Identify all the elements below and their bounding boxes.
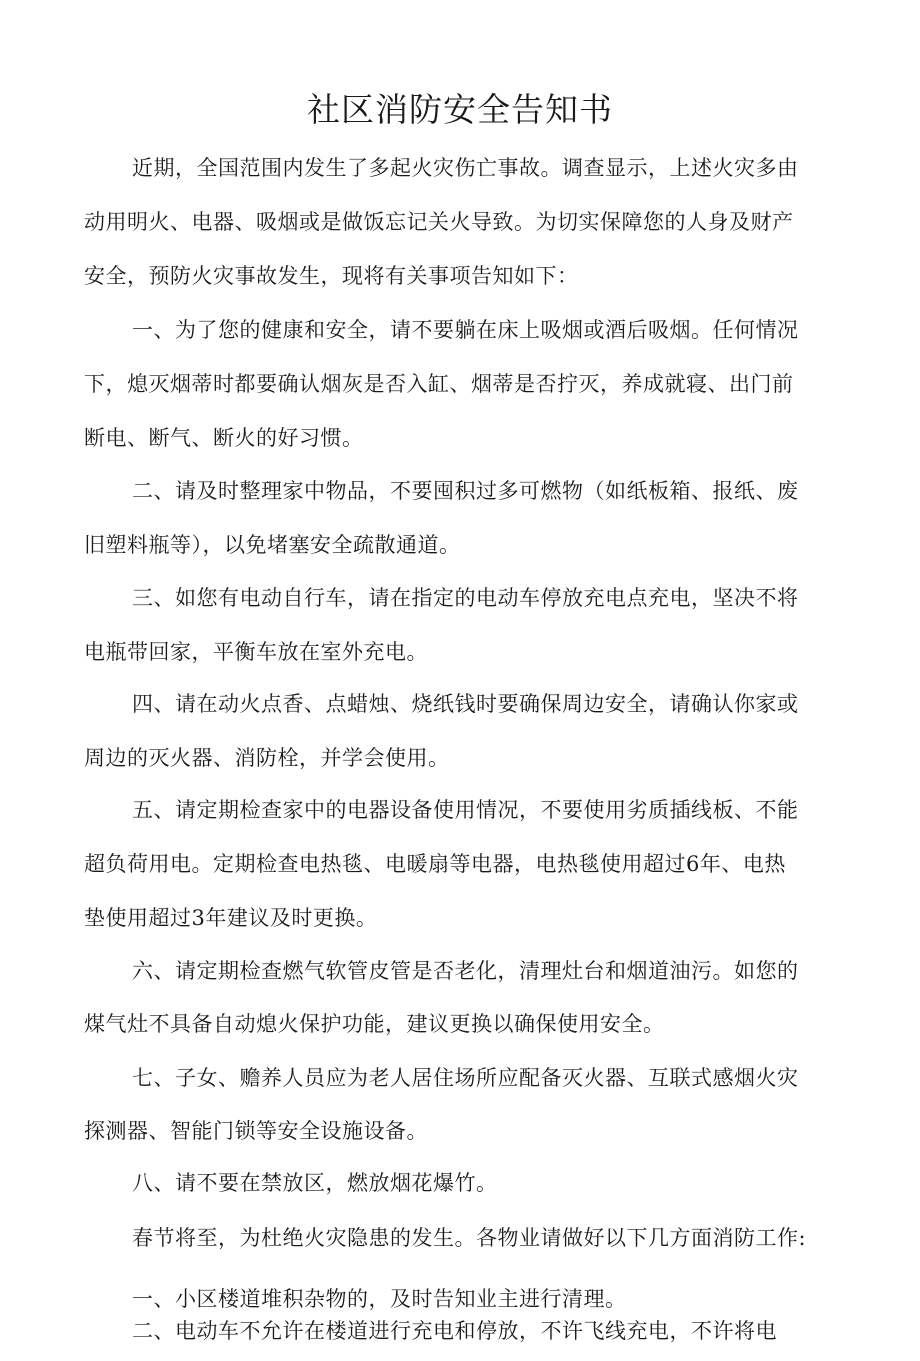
notice-item-line: 超负荷用电。定期检查电热毯、电暖扇等电器，电热毯使用超过6年、电热 [84, 852, 786, 876]
intro-line: 安全，预防火灾事故发生，现将有关事项告知如下： [84, 264, 579, 288]
notice-item-line: 八、请不要在禁放区，燃放烟花爆竹。 [132, 1171, 498, 1195]
notice-item-line: 垫使用超过3年建议及时更换。 [84, 906, 378, 930]
notice-item-line: 周边的灭火器、消防栓，并学会使用。 [84, 746, 450, 770]
notice-item-line: 电瓶带回家，平衡车放在室外充电。 [84, 640, 428, 664]
property-item-line: 一、小区楼道堆积杂物的，及时告知业主进行清理。 [132, 1287, 627, 1311]
intro-line: 近期，全国范围内发生了多起火灾伤亡事故。调查显示，上述火灾多由 [132, 156, 799, 180]
notice-item-line: 煤气灶不具备自动熄火保护功能，建议更换以确保使用安全。 [84, 1012, 665, 1036]
notice-item-line: 旧塑料瓶等），以免堵塞安全疏散通道。 [84, 533, 461, 557]
notice-item-line: 下，熄灭烟蒂时都要确认烟灰是否入缸、烟蒂是否拧灭，养成就寝、出门前 [84, 372, 794, 396]
document-title: 社区消防安全告知书 [307, 90, 613, 129]
notice-item-line: 四、请在动火点香、点蜡烛、烧纸钱时要确保周边安全，请确认你家或 [132, 692, 799, 716]
notice-item-line: 探测器、智能门锁等安全设施设备。 [84, 1119, 428, 1143]
notice-item-line: 七、子女、赡养人员应为老人居住场所应配备灭火器、互联式感烟火灾 [132, 1066, 799, 1090]
spring-festival-notice: 春节将至，为杜绝火灾隐患的发生。各物业请做好以下几方面消防工作: [132, 1226, 807, 1250]
notice-item-line: 二、请及时整理家中物品，不要囤积过多可燃物（如纸板箱、报纸、废 [132, 479, 799, 503]
notice-item-line: 六、请定期检查燃气软管皮管是否老化，清理灶台和烟道油污。如您的 [132, 959, 799, 983]
notice-item-line: 断电、断气、断火的好习惯。 [84, 426, 364, 450]
notice-item-line: 五、请定期检查家中的电器设备使用情况，不要使用劣质插线板、不能 [132, 798, 799, 822]
notice-item-line: 一、为了您的健康和安全，请不要躺在床上吸烟或酒后吸烟。任何情况 [132, 318, 799, 342]
intro-line: 动用明火、电器、吸烟或是做饭忘记关火导致。为切实保障您的人身及财产 [84, 210, 794, 234]
property-item-line: 二、电动车不允许在楼道进行充电和停放，不许飞线充电，不许将电 [132, 1319, 777, 1343]
notice-item-line: 三、如您有电动自行车，请在指定的电动车停放充电点充电，坚决不将 [132, 586, 799, 610]
